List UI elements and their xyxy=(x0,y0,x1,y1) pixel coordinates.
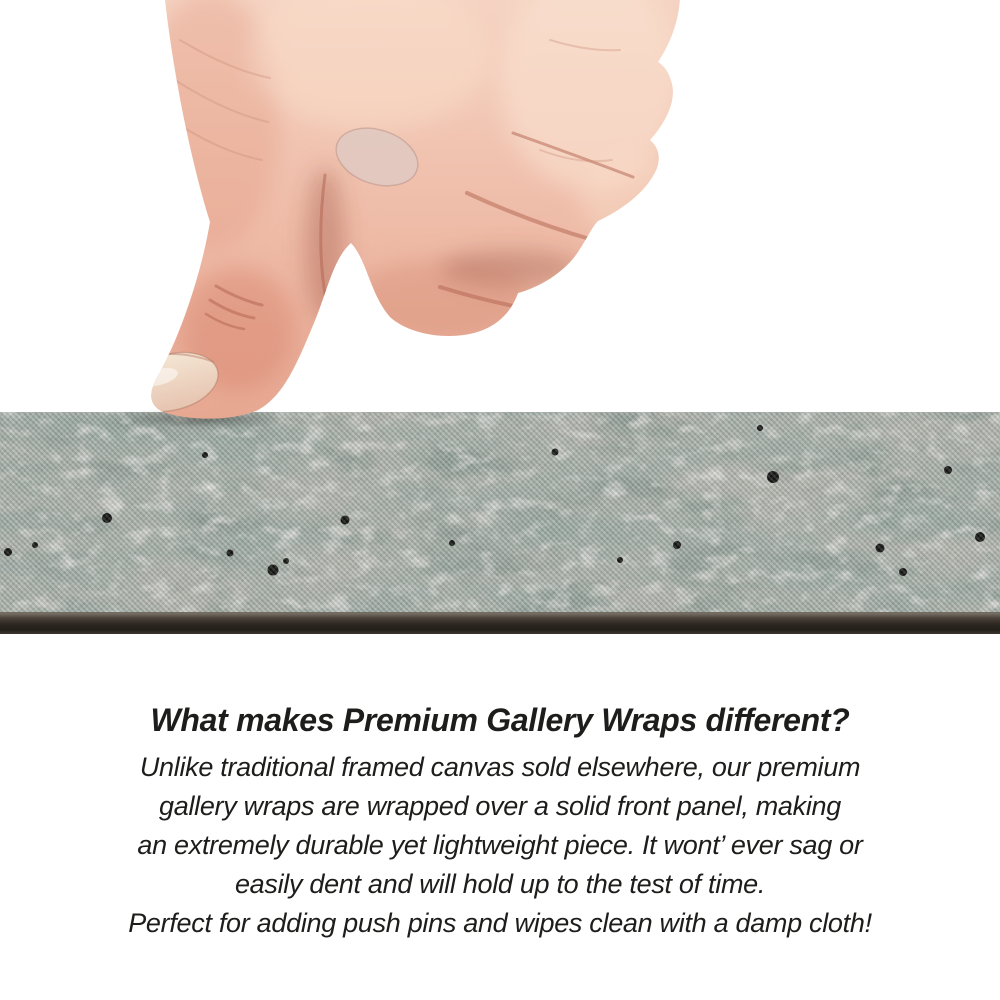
info-body-line: Perfect for adding push pins and wipes clean with a damp cloth! xyxy=(128,908,872,938)
canvas-weave-overlay xyxy=(0,412,1000,614)
canvas-strip xyxy=(0,412,1000,634)
info-text-block xyxy=(0,698,1000,943)
info-body-line: gallery wraps are wrapped over a solid front panel, making xyxy=(159,791,841,821)
canvas-texture xyxy=(0,412,1000,614)
info-body-line: Unlike traditional framed canvas sold elsewhere, our premium xyxy=(139,752,861,782)
info-body-line: easily dent and will hold up to the test of time. xyxy=(234,869,766,899)
hand-graphic xyxy=(120,0,680,420)
canvas-edge xyxy=(0,612,1000,634)
info-body-line: an extremely durable yet lightweight piece. It wont’ ever sag or xyxy=(137,830,863,860)
info-heading: What makes Premium Gallery Wraps different? xyxy=(150,702,850,738)
